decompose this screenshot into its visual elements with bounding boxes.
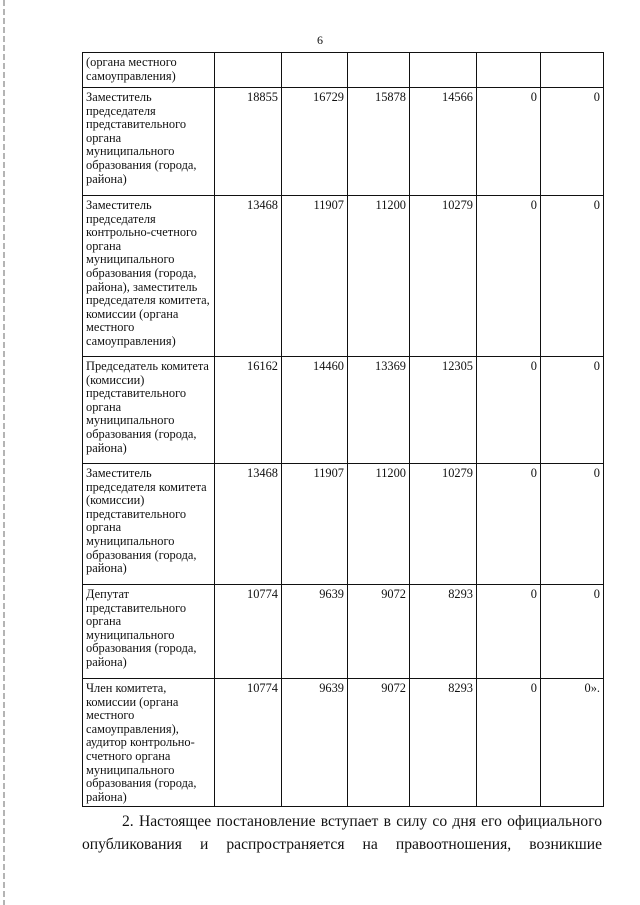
table-row (83, 53, 604, 88)
table-cell: 15878 (348, 88, 410, 196)
table-cell (282, 53, 348, 88)
table-cell: 0 (541, 88, 604, 196)
table-cell: 0 (477, 357, 541, 464)
row-label: (органа местного самоуправления) (83, 53, 215, 88)
table-cell: 12305 (410, 357, 477, 464)
table-cell (410, 53, 477, 88)
table-row (83, 88, 604, 196)
table-cell: 8293 (410, 679, 477, 807)
table-cell: 0 (541, 196, 604, 357)
table-cell: 13369 (348, 357, 410, 464)
salary-table (82, 52, 604, 807)
table-cell: 9639 (282, 679, 348, 807)
row-label: Заместитель председателя представительного органа муниципального образования (города, района) (83, 88, 215, 196)
table-cell: 10774 (215, 585, 282, 679)
table-cell: 10279 (410, 464, 477, 585)
table-cell: 13468 (215, 464, 282, 585)
table-cell (477, 53, 541, 88)
table-row (83, 585, 604, 679)
row-label: Председатель комитета (комиссии) представительного органа муниципального образования (города, района) (83, 357, 215, 464)
table-cell (541, 53, 604, 88)
table-cell: 11200 (348, 196, 410, 357)
row-label: Заместитель председателя контрольно-счетного органа муниципального образования (города, района), заместитель председателя комитета, комиссии (органа местного самоуправления) (83, 196, 215, 357)
table-cell: 9072 (348, 585, 410, 679)
row-label: Депутат представительного органа муниципального образования (города, района) (83, 585, 215, 679)
table-cell: 10774 (215, 679, 282, 807)
table-cell: 18855 (215, 88, 282, 196)
paragraph-line: опубликования и распространяется на правоотношения, возникшие (82, 836, 602, 853)
table-cell: 0 (541, 464, 604, 585)
table-cell: 9639 (282, 585, 348, 679)
table-cell: 0 (541, 585, 604, 679)
table-row (83, 196, 604, 357)
row-label: Член комитета, комиссии (органа местного самоуправления), аудитор контрольно-счетного органа муниципального образования (города, района) (83, 679, 215, 807)
table-cell: 0 (477, 585, 541, 679)
page-edge-shadow (3, 0, 5, 905)
paragraph-line: 2. Настоящее постановление вступает в силу со дня его официального (122, 813, 602, 830)
table-cell: 0 (477, 679, 541, 807)
table-cell: 0». (541, 679, 604, 807)
table-cell: 0 (477, 196, 541, 357)
page-number: 6 (317, 33, 323, 47)
table-cell: 8293 (410, 585, 477, 679)
table-cell: 11907 (282, 196, 348, 357)
table-row (83, 357, 604, 464)
table-cell: 0 (477, 464, 541, 585)
table-cell: 9072 (348, 679, 410, 807)
table-row (83, 679, 604, 807)
table-cell: 13468 (215, 196, 282, 357)
table-cell (215, 53, 282, 88)
table-cell: 16729 (282, 88, 348, 196)
body-paragraph (82, 810, 602, 856)
table-cell: 16162 (215, 357, 282, 464)
table-cell: 0 (477, 88, 541, 196)
table-cell: 10279 (410, 196, 477, 357)
table-cell: 11200 (348, 464, 410, 585)
table-cell: 14566 (410, 88, 477, 196)
table-cell: 0 (541, 357, 604, 464)
table-cell (348, 53, 410, 88)
row-label: Заместитель председателя комитета (комиссии) представительного органа муниципального образования (города, района) (83, 464, 215, 585)
table-row (83, 464, 604, 585)
table-cell: 14460 (282, 357, 348, 464)
table-cell: 11907 (282, 464, 348, 585)
